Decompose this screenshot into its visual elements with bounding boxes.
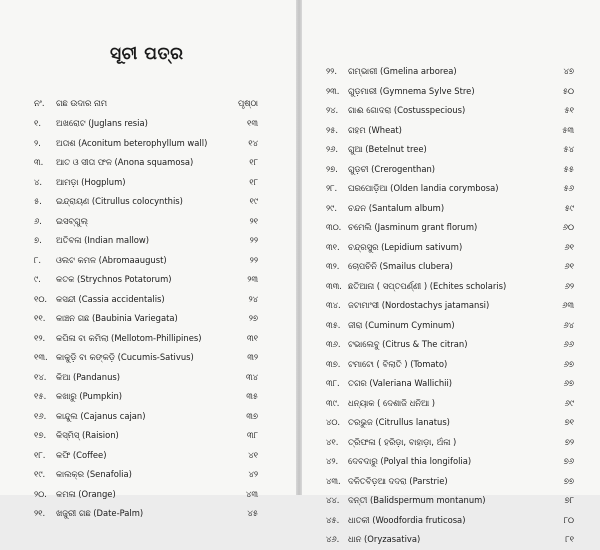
- contents-entry: [302, 433, 600, 453]
- contents-entry: [302, 472, 600, 492]
- entry-name: ତରଭୁଜ (Citrullus lanatus): [348, 417, 450, 427]
- contents-entry: [0, 348, 296, 368]
- entry-number: ୧.: [34, 118, 42, 128]
- entry-page: ୧୯: [249, 196, 258, 206]
- contents-entry: [302, 121, 600, 141]
- entry-name: କାଞ୍ଚନ ଗଛ (Baubinia Variegata): [56, 313, 178, 323]
- contents-entry: [302, 452, 600, 472]
- contents-entry: [302, 140, 600, 160]
- entry-page: ୬୨: [564, 280, 574, 291]
- entry-name: ଇସବ୍ଗୁଲ୍: [56, 215, 88, 226]
- entry-number: ୧୩.: [34, 352, 48, 362]
- entry-name: ଗୁଡ଼ଚୀ (Crerogenthan): [348, 163, 436, 174]
- entry-number: ୨୮.: [326, 183, 338, 193]
- entry-number: ୧୬.: [34, 410, 47, 421]
- entry-number: ୩୦.: [326, 222, 342, 232]
- contents-entry: [0, 114, 296, 134]
- entry-page: ୪୭: [563, 66, 574, 76]
- contents-entry: [302, 335, 600, 355]
- entry-name: ଜୀରା (Cuminum Cyminum): [348, 319, 455, 330]
- entry-name: କପିଳା ବା କମିଲା (Mellotom-Phillipines): [56, 332, 202, 343]
- contents-entry: [0, 368, 296, 388]
- entry-number: ୪୫.: [326, 514, 340, 525]
- entry-page: ୬୪: [563, 319, 574, 330]
- entry-page: ୪୫: [247, 508, 258, 518]
- entry-page: ୫୩: [562, 124, 574, 135]
- entry-number: ୨୩.: [326, 85, 340, 96]
- entry-page: ୧୮: [249, 157, 258, 167]
- entry-page: ୮୦: [563, 514, 574, 525]
- entry-name: କଖାରୁ (Pumpkin): [56, 391, 123, 401]
- contents-entry: [302, 101, 600, 121]
- contents-entry: [302, 218, 600, 238]
- entry-name: ଧନ୍ୟାକ ( ଦେଶାଜି ଧନିଆ ): [348, 397, 436, 408]
- entry-name: ଟଭାଲେବୁ (Citrus & The citran): [348, 339, 468, 349]
- entry-name: ଟମାଟୋ ( ବିଲାତି ) (Tomato): [348, 358, 448, 369]
- entry-name: ଚନ୍ଦ୍ରସୁର (Lepidium sativum): [348, 241, 463, 252]
- contents-entry: [0, 465, 296, 485]
- entry-name: ଖଜୁରୀ ଗଛ (Date-Palm): [56, 508, 144, 518]
- entry-name: ଓଲଟ କମଳ (Abromaaugust): [56, 254, 167, 265]
- entry-page: ୬୭: [563, 378, 574, 388]
- entry-name: ଅତିବଳା (Indian mallow): [56, 235, 150, 245]
- entry-page: ୭୭: [563, 475, 574, 486]
- entry-number: ୩୮.: [326, 378, 340, 388]
- entry-page: ୬୧: [564, 261, 574, 271]
- entry-number: ୪୧.: [326, 436, 339, 447]
- contents-entry: [302, 199, 600, 219]
- contents-entry: [0, 309, 296, 329]
- entry-page: ୧୮: [249, 176, 258, 187]
- entry-number: ୩.: [34, 157, 44, 167]
- entry-number: ୨୭.: [326, 163, 338, 174]
- entry-name: ଗହମ (Wheat): [348, 124, 402, 135]
- entry-page: ୩୨: [247, 352, 258, 362]
- entry-name: ଦେବଦାରୁ (Polyal thia longifolia): [348, 456, 472, 466]
- entry-name: ତ୍ରିଫଳା ( ହରିଡ଼ା, ବାହାଡ଼ା, ଅଁଳା ): [348, 436, 457, 447]
- contents-entry: [0, 173, 296, 193]
- entry-page: ୬୬: [563, 339, 574, 349]
- entry-page: ୮୧: [565, 534, 574, 544]
- entry-page: ୭୬: [563, 456, 574, 466]
- entry-number: ୩୫.: [326, 319, 341, 330]
- entry-page: ୭୮: [564, 495, 574, 505]
- entry-number: ୧୯.: [34, 469, 46, 479]
- entry-name: ଛତିଆନା ( ସପ୍ତପର୍ଣ୍ଣୀ ) (Echites scholaris): [348, 280, 507, 291]
- left-page: [0, 0, 296, 518]
- contents-entry: [302, 257, 600, 277]
- entry-name: କିସ୍ମିସ୍ (Raision): [56, 430, 119, 440]
- entry-name: କିଆ (Pandanus): [56, 371, 121, 382]
- entry-page: ୪୨: [248, 469, 258, 479]
- entry-name: କାଲକ୍ର (Senafolia): [56, 469, 132, 479]
- entry-number: ୪୪.: [326, 495, 340, 505]
- contents-entry: [0, 407, 296, 427]
- entry-page: ୩୭: [246, 410, 258, 421]
- entry-page: ୬୩: [562, 300, 574, 310]
- entry-name: ଚମେଲି (Jasminum grant florum): [348, 222, 478, 232]
- contents-entry: [302, 82, 600, 102]
- contents-entry: [302, 62, 600, 82]
- contents-entry: [0, 153, 296, 173]
- page-title: ସୂଚୀ ପତ୍ର: [110, 44, 184, 64]
- contents-entry: [0, 446, 296, 466]
- entry-number: ୪.: [34, 176, 43, 187]
- entry-number: ୪୨.: [326, 456, 339, 466]
- entry-number: ୧୨.: [34, 332, 46, 343]
- entry-name: କଫି (Coffee): [56, 449, 107, 460]
- entry-number: ୨୦.: [34, 488, 47, 499]
- entry-name: ଧାତକୀ (Woodfordia fruticosa): [348, 514, 466, 525]
- entry-number: ୨୧.: [34, 508, 46, 518]
- entry-page: ୨୨: [249, 235, 258, 245]
- entry-number: ୧୦.: [34, 293, 48, 304]
- entry-page: ୨୪: [248, 293, 258, 304]
- entry-page: ୬୦: [562, 222, 574, 232]
- entry-page: ୫୧: [564, 105, 574, 115]
- contents-entry: [302, 277, 600, 297]
- entry-name: ଗୁଡ଼ମାରୀ (Gymnema Sylve Stre): [348, 85, 475, 96]
- entry-name: ଦନ୍ତୀ (Balidspermum montanum): [348, 495, 486, 505]
- entry-number: ୧୮.: [34, 449, 46, 460]
- entry-page: ୬୭: [563, 358, 574, 369]
- entry-number: ୩୭.: [326, 358, 341, 369]
- contents-entry: [0, 290, 296, 310]
- entry-page: ୩୪: [246, 371, 258, 382]
- entry-name: ଗାଈ ଗୋଦରା (Costusspecious): [348, 105, 466, 115]
- entry-number: ୩୨.: [326, 261, 340, 271]
- contents-entry: [0, 212, 296, 232]
- entry-name: ଜଟାମାଂସୀ (Nordostachys jatamansi): [348, 300, 490, 310]
- entry-name: ଘରପୋଡ଼ିଆ (Olden landia corymbosa): [348, 183, 499, 193]
- entry-number: ୭.: [34, 235, 42, 245]
- entry-name: କାକୁଡ଼ି ବା କଙ୍କଡ଼ି (Cucumis-Sativus): [56, 352, 194, 362]
- entry-number: ୩୪.: [326, 300, 341, 310]
- entry-number: ୮.: [34, 254, 42, 265]
- contents-list-left: [0, 92, 296, 524]
- entry-number: ୧୪.: [34, 371, 47, 382]
- header-name: ଗଛ ଉଦାର ନାମ: [56, 98, 108, 108]
- contents-entry: [0, 231, 296, 251]
- entry-page: ୪୩: [246, 488, 258, 499]
- entry-page: ୩୧: [247, 332, 258, 343]
- entry-page: ୩୫: [246, 391, 258, 401]
- contents-entry: [0, 251, 296, 271]
- contents-entry: [302, 413, 600, 433]
- entry-number: ୩୯.: [326, 397, 340, 408]
- entry-page: ୫୫: [563, 163, 574, 174]
- contents-entry: [302, 394, 600, 414]
- entry-page: ୧୩: [247, 118, 258, 128]
- contents-entry: [302, 530, 600, 550]
- entry-number: ୨୬.: [326, 144, 339, 154]
- contents-entry: [0, 329, 296, 349]
- entry-number: ୨.: [34, 137, 41, 148]
- entry-name: ଆତ ଓ ସୀତା ଫଳ (Anona squamosa): [56, 157, 194, 167]
- entry-name: କାନ୍ଦୁଲ (Cajanus cajan): [56, 410, 146, 421]
- entry-number: ୧୫.: [34, 391, 47, 401]
- entry-name: ତଗର (Valeriana Wallichii): [348, 378, 453, 388]
- entry-page: ୧୪: [248, 137, 258, 148]
- entry-page: ୨୨: [249, 254, 258, 265]
- entry-page: ୪୧: [248, 449, 258, 460]
- entry-page: ୫୬: [563, 183, 574, 193]
- contents-entry: [302, 511, 600, 531]
- contents-entry: [302, 179, 600, 199]
- entry-number: ୧୧.: [34, 313, 46, 323]
- entry-page: ୭୨: [564, 436, 574, 447]
- entry-number: ୪୩.: [326, 475, 341, 486]
- contents-list-right: [302, 62, 600, 550]
- entry-name: କତକ (Strychnos Potatorum): [56, 274, 172, 284]
- entry-page: ୨୩: [247, 274, 258, 284]
- contents-entry: [302, 238, 600, 258]
- contents-entry: [0, 387, 296, 407]
- entry-number: ୧୭.: [34, 430, 47, 440]
- contents-entry: [302, 491, 600, 511]
- contents-entry: [0, 504, 296, 524]
- entry-number: ୩୬.: [326, 339, 341, 349]
- contents-entry: [0, 192, 296, 212]
- contents-entry: [0, 426, 296, 446]
- contents-entry: [0, 270, 296, 290]
- entry-number: ୯.: [34, 274, 41, 284]
- entry-number: ୫.: [34, 196, 42, 206]
- entry-page: ୫୯: [564, 202, 574, 213]
- entry-number: ୨୪.: [326, 105, 339, 115]
- contents-entry: [302, 355, 600, 375]
- entry-page: ୬୧: [564, 241, 574, 252]
- header-page: ପୃଷ୍ଠା: [238, 98, 258, 108]
- entry-name: ଚୋପଚିନି (Smailus clubera): [348, 261, 453, 271]
- contents-entry: [0, 134, 296, 154]
- entry-number: ୪୬.: [326, 534, 340, 544]
- entry-name: ଧାନ (Oryzasativa): [348, 534, 421, 544]
- entry-name: ଅଖରୋଟ (Juglans resia): [56, 118, 148, 128]
- contents-entry: [302, 316, 600, 336]
- contents-header: [0, 92, 296, 114]
- entry-number: ୨୫.: [326, 124, 339, 135]
- entry-number: ୨୯.: [326, 202, 337, 213]
- entry-page: ୨୭: [248, 313, 258, 323]
- entry-number: ୩୧.: [326, 241, 340, 252]
- entry-page: ୫୦: [562, 85, 574, 96]
- contents-entry: [302, 374, 600, 394]
- entry-name: ଗୁଆ (Betelnut tree): [348, 144, 427, 154]
- contents-entry: [302, 296, 600, 316]
- entry-number: ୩୩.: [326, 280, 342, 291]
- header-number: ନଂ.: [34, 98, 45, 108]
- entry-name: ଆମଡ଼ା (Hogplum): [56, 176, 126, 187]
- entry-name: ଅତାଶ (Aconitum beterophyllum wall): [56, 137, 208, 148]
- entry-name: ଚନ୍ଦନ (Santalum album): [348, 202, 445, 213]
- entry-page: ୫୪: [563, 144, 574, 154]
- contents-entry: [0, 485, 296, 505]
- entry-name: ଇନ୍ଦ୍ରାୟଣ (Citrullus colocynthis): [56, 196, 183, 206]
- entry-name: କସନ୍ଦୀ (Cassia accidentalis): [56, 293, 165, 304]
- entry-name: ଦଳିତବିଡ଼ଆ ଦଦରା (Parstrie): [348, 475, 448, 486]
- entry-name: କମଳା (Orange): [56, 488, 116, 499]
- entry-name: ଗମ୍ଭାରୀ (Gmelina arborea): [348, 66, 457, 76]
- entry-page: ୨୧: [249, 215, 258, 226]
- right-page: [302, 0, 600, 544]
- entry-page: ୭୧: [564, 417, 574, 427]
- entry-number: ୨୨.: [326, 66, 338, 76]
- entry-number: ୪୦.: [326, 417, 341, 427]
- contents-entry: [302, 160, 600, 180]
- entry-number: ୬.: [34, 215, 42, 226]
- entry-page: ୩୮: [247, 430, 258, 440]
- entry-page: ୬୯: [564, 397, 574, 408]
